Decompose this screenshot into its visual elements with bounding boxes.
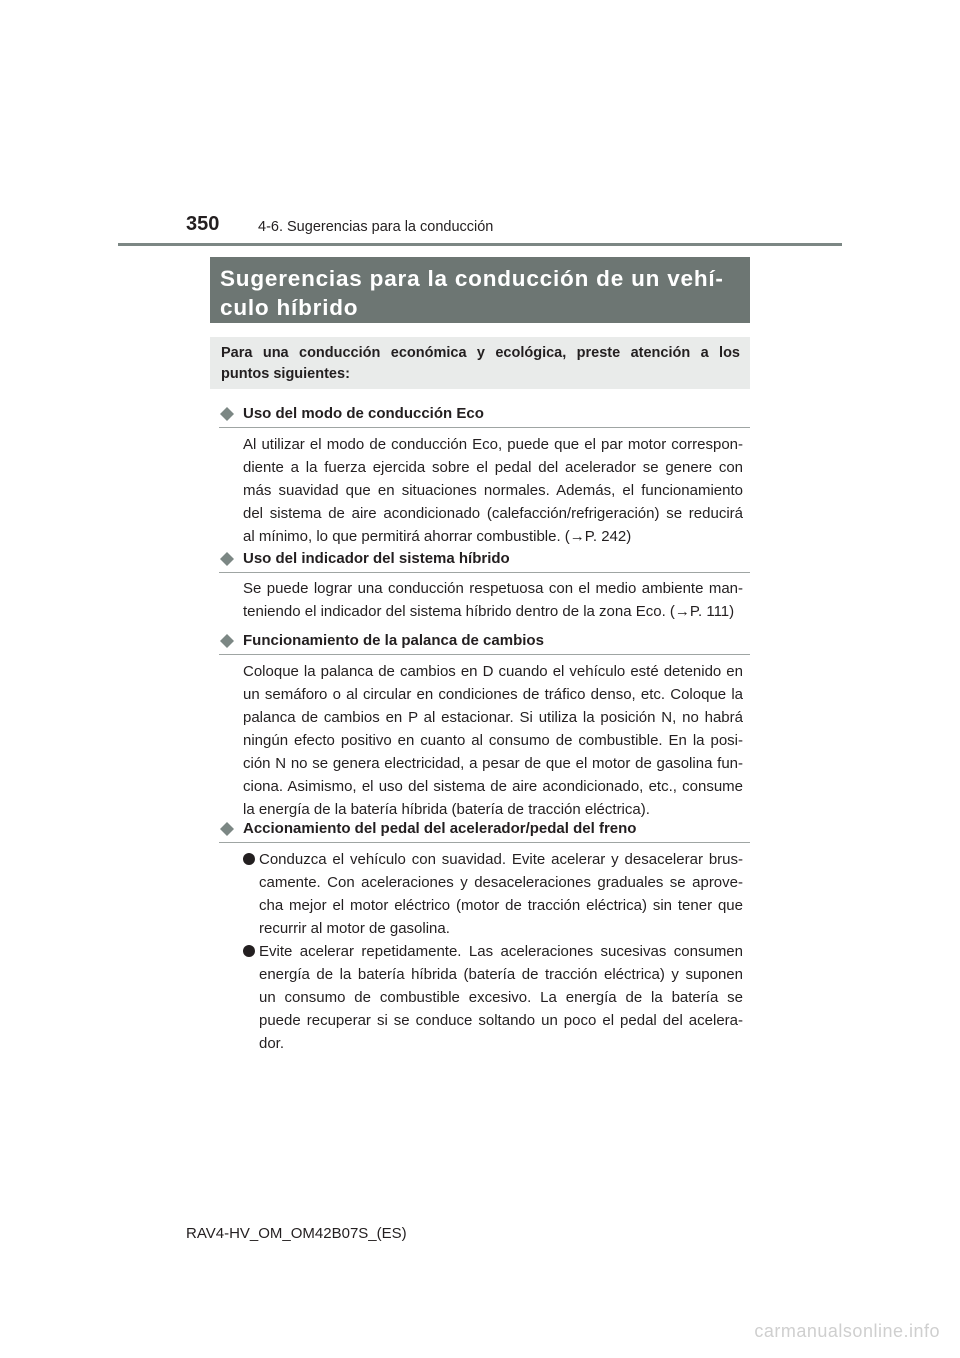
- text-line: Evite acelerar repetidamente. Las aceleraciones sucesivas consumen: [259, 943, 743, 960]
- section-heading-eco-mode: [219, 404, 750, 428]
- text-line: Coloque la palanca de cambios en D cuando el vehículo esté detenido en: [243, 663, 743, 680]
- section-heading-hybrid-indicator: [219, 549, 750, 573]
- section-heading-shift-lever: [219, 631, 750, 655]
- text-line: del sistema de aire acondicionado (calefacción/refrigeración) se reducirá: [243, 505, 743, 522]
- section-paragraph: [243, 433, 743, 548]
- text-line: un semáforo o al circular en condiciones de tráfico denso, etc. Coloque la: [243, 686, 743, 703]
- diamond-icon: [220, 552, 234, 566]
- section-title: Uso del modo de conducción Eco: [243, 405, 484, 422]
- text-line: energía de la batería híbrida (batería de tracción eléctrica) y suponen: [259, 966, 743, 983]
- watermark[interactable]: carmanualsonline.info: [754, 1321, 940, 1341]
- section-heading-pedals: [219, 819, 750, 843]
- text-line: diente a la fuerza ejercida sobre el pedal del acelerador se genere con: [243, 459, 743, 476]
- text-line: dor.: [259, 1035, 285, 1052]
- text-line: recurrir al motor de gasolina.: [259, 920, 450, 937]
- text-line: Al utilizar el modo de conducción Eco, puede que el par motor correspon-: [243, 436, 743, 453]
- section-paragraph: [243, 660, 743, 821]
- text-line: Conduzca el vehículo con suavidad. Evite acelerar y desacelerar brus-: [259, 851, 743, 868]
- text-line: ción N no se genera electricidad, a pesar de que el motor de gasolina fun-: [243, 755, 743, 772]
- text-line: un consumo de combustible excesivo. La energía de la batería se: [259, 989, 743, 1006]
- text-line: ningún efecto positivo en cuanto al consumo de combustible. En la posi-: [243, 732, 743, 749]
- intro-line: puntos siguientes:: [221, 366, 350, 382]
- intro-line: Para una conducción económica y ecológica, preste atención a los: [221, 345, 740, 361]
- title-box: [210, 257, 750, 323]
- footer-code: RAV4-HV_OM_OM42B07S_(ES): [186, 1225, 407, 1242]
- header-rule: [118, 243, 842, 246]
- bullet-icon: [243, 853, 255, 865]
- text-line: teniendo el indicador del sistema híbrido dentro de la zona Eco. (→P. 111): [243, 603, 735, 620]
- page-number: 350: [186, 213, 220, 235]
- text-line: cha mejor el motor eléctrico (motor de tracción eléctrica) sin tener que: [259, 897, 743, 914]
- text-line: palanca de cambios en P al estacionar. Si utiliza la posición N, no habrá: [243, 709, 743, 726]
- text-line: la energía de la batería híbrida (batería de tracción eléctrica).: [243, 801, 650, 818]
- bullet-icon: [243, 945, 255, 957]
- text-line: ciona. Asimismo, el uso del sistema de aire acondicionado, etc., consume: [243, 778, 743, 795]
- text-line: más suavidad que en situaciones normales. Además, el funcionamiento: [243, 482, 743, 499]
- list-item-text: [259, 940, 743, 1055]
- list-item-text: [259, 848, 743, 940]
- diamond-icon: [220, 634, 234, 648]
- text-line: al mínimo, lo que permitirá ahorrar combustible. (→P. 242): [243, 528, 632, 545]
- section-title: Funcionamiento de la palanca de cambios: [243, 632, 544, 649]
- title-line: culo híbrido: [220, 295, 359, 320]
- section-title: Accionamiento del pedal del acelerador/pedal del freno: [243, 820, 637, 837]
- section-paragraph: [243, 577, 743, 623]
- text-line: puede recuperar si se conduce soltando un poco el pedal del acelera-: [259, 1012, 743, 1029]
- diamond-icon: [220, 822, 234, 836]
- text-line: camente. Con aceleraciones y desaceleraciones graduales se aprove-: [259, 874, 743, 891]
- diamond-icon: [220, 407, 234, 421]
- text-line: Se puede lograr una conducción respetuosa con el medio ambiente man-: [243, 580, 743, 597]
- running-head: 4-6. Sugerencias para la conducción: [258, 219, 494, 235]
- section-title: Uso del indicador del sistema híbrido: [243, 550, 510, 567]
- title-line: Sugerencias para la conducción de un vehí-: [220, 266, 724, 291]
- intro-box: [210, 337, 750, 389]
